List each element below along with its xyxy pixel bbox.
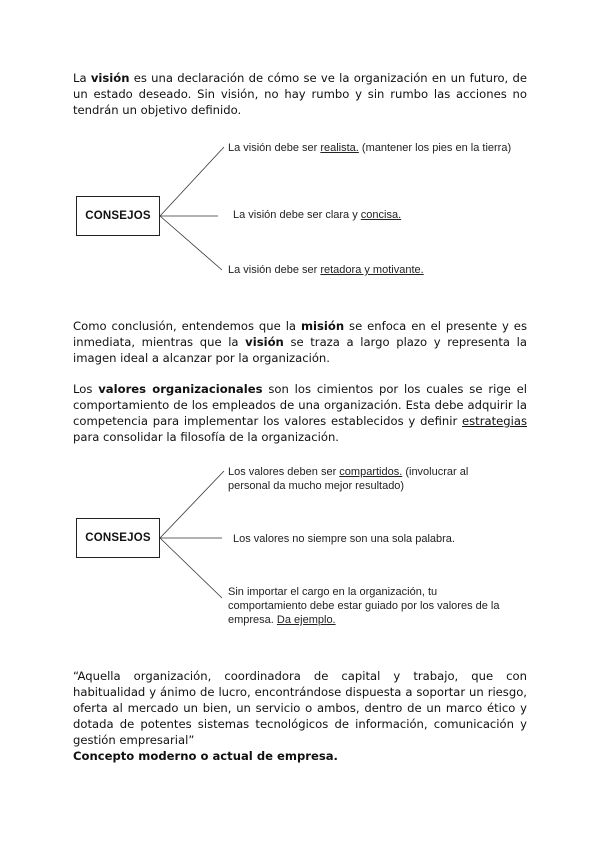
valores-tip-1 — [228, 465, 468, 493]
vision-tip-1 — [228, 141, 511, 155]
quote-caption: Concepto moderno o actual de empresa. — [73, 749, 338, 763]
text: Como conclusión, entendemos que la — [73, 319, 301, 333]
tip-line — [228, 613, 500, 627]
term-vision: visión — [90, 71, 130, 85]
tip-line: comportamiento debe estar guiado por los valores de la — [228, 600, 500, 612]
text: para consolidar la filosofía de la organización. — [73, 430, 339, 444]
text: son los cimientos por los cuales se rige el comportamiento de los empleados de una organización. Esta debe adquirir la competencia para implementar los valores establecidos y definir — [73, 382, 528, 428]
tip-text: La visión debe ser clara y — [233, 209, 361, 221]
quote-text: “Aquella organización, coordinadora de capital y trabajo, que con habitualidad y ánimo de lucro, encontrándose dispuesta a soportar un riesgo, oferta al mercado un bien, un servicio o ambos, dentro de un marco ético y dotada de potentes sistemas tecnológicos de información, comunicación y gestión empresarial” — [73, 669, 527, 747]
tip-text: (involucrar al — [402, 466, 469, 478]
vision-tip-3 — [228, 263, 424, 277]
text: es una declaración de cómo se ve la organización en un futuro, de un estado deseado. Sin visión, no hay rumbo y sin rumbo las acciones no tendrán un objetivo definido. — [73, 71, 527, 117]
term-vision: visión — [245, 335, 284, 349]
estrategias-link[interactable]: estrategias — [462, 414, 527, 428]
connector-line — [160, 538, 222, 598]
text: La — [73, 71, 91, 85]
tip-link[interactable]: compartidos. — [339, 466, 403, 478]
connector-line — [160, 147, 224, 216]
tip-text: empresa. — [228, 614, 277, 626]
box-label: CONSEJOS — [85, 532, 151, 544]
tip-link[interactable]: retadora y motivante. — [320, 264, 424, 276]
tip-link[interactable]: Da ejemplo. — [276, 614, 336, 626]
tip-line — [228, 465, 468, 479]
tip-text: La visión debe ser — [228, 264, 321, 276]
valores-paragraph — [73, 381, 527, 445]
text: se traza a largo plazo y representa la imagen ideal a alcanzar por la organización. — [73, 335, 527, 365]
text: se enfoca en el presente y es inmediata, mientras que la — [73, 319, 527, 349]
tip-link[interactable]: concisa. — [360, 209, 402, 221]
conclusion-paragraph — [73, 318, 527, 366]
valores-tip-2 — [233, 532, 455, 546]
connector-line — [160, 471, 224, 538]
consejos-box-2 — [76, 518, 160, 558]
connector-line — [160, 216, 222, 270]
valores-tip-3 — [228, 585, 500, 627]
tip-line: personal da mucho mejor resultado) — [228, 480, 405, 492]
tip-text: (mantener los pies en la tierra) — [358, 142, 512, 154]
tip-text: Los valores deben ser — [228, 466, 340, 478]
term-valores: valores organizacionales — [98, 382, 263, 396]
tip-link[interactable]: realista. — [320, 142, 359, 154]
vision-tip-2 — [233, 208, 401, 222]
consejos-box-1 — [76, 196, 160, 236]
quote-paragraph — [73, 668, 527, 764]
box-label: CONSEJOS — [85, 210, 151, 222]
tip-text: La visión debe ser — [228, 142, 321, 154]
term-mision: misión — [300, 319, 345, 333]
tip-text: Los valores no siempre son una sola palabra. — [233, 533, 455, 545]
text: Los — [73, 382, 99, 396]
tip-line: Sin importar el cargo en la organización, tu — [228, 586, 438, 598]
